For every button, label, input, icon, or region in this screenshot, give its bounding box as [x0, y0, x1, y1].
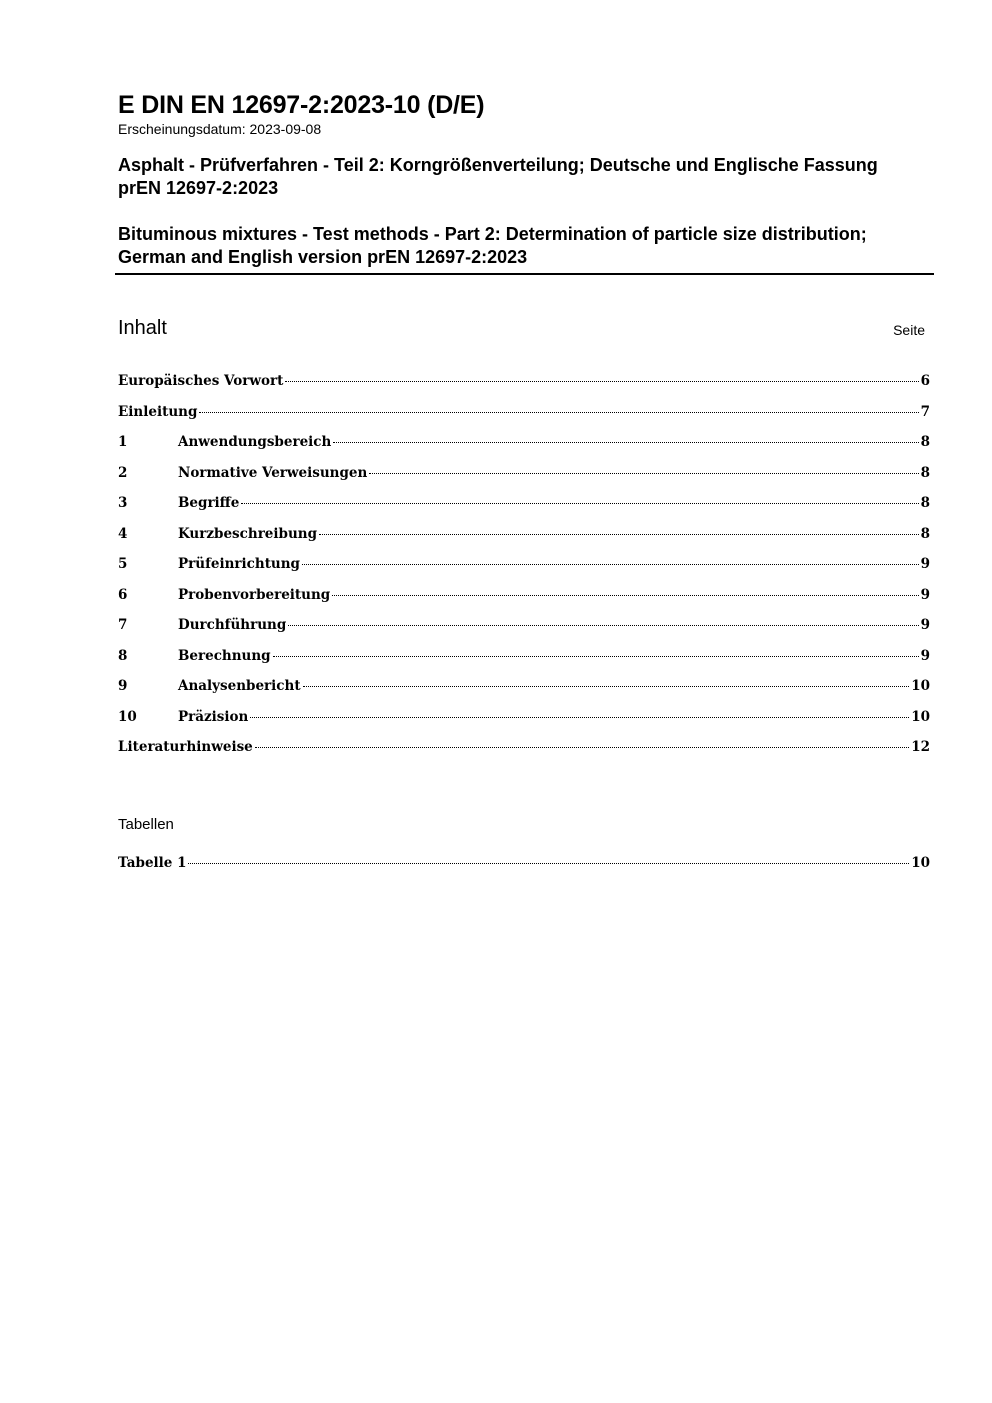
toc-entry-number: 2 — [118, 464, 128, 481]
toc-entry[interactable] — [118, 706, 930, 737]
toc-entry-title: Durchführung — [178, 617, 287, 633]
toc-entry-page: 8 — [920, 434, 930, 450]
toc-entry-page: 10 — [911, 708, 930, 725]
toc-entry-number: 1 — [118, 434, 128, 450]
toc-heading: Inhalt — [118, 317, 167, 339]
toc-entry[interactable] — [118, 852, 930, 883]
toc-entry-number: 8 — [118, 647, 128, 664]
dot-leader — [188, 863, 909, 864]
tables-heading: Tabellen — [118, 816, 174, 833]
document-header — [118, 90, 934, 269]
toc-entry-page: 7 — [920, 403, 930, 420]
toc-entry-page: 9 — [920, 556, 930, 572]
toc-entry-page: 8 — [920, 495, 930, 511]
toc-entry-page: 8 — [920, 464, 930, 481]
toc-entry[interactable] — [118, 492, 930, 523]
dot-leader — [319, 534, 919, 535]
publication-date: Erscheinungsdatum: 2023-09-08 — [118, 121, 322, 137]
toc-entry-page: 8 — [920, 525, 930, 542]
dot-leader — [255, 747, 909, 748]
toc-entry-title: Einleitung — [118, 403, 198, 420]
toc-entry[interactable] — [118, 462, 930, 493]
toc-entry-number: 4 — [118, 525, 128, 542]
toc-entry-title: Tabelle 1 — [118, 855, 187, 871]
toc-entry-page: 9 — [920, 617, 930, 633]
dot-leader — [250, 717, 909, 718]
dot-leader — [303, 686, 910, 687]
toc-entry-title: Prüfeinrichtung — [178, 556, 301, 572]
toc-entry-title: Literaturhinweise — [118, 739, 253, 755]
dot-leader — [285, 381, 918, 382]
toc-entry-number: 7 — [118, 617, 128, 633]
toc-entry[interactable] — [118, 584, 930, 615]
dot-leader — [273, 656, 919, 657]
toc-entry-page: 9 — [920, 647, 930, 664]
toc-entry-title: Präzision — [178, 708, 249, 725]
toc-entry-page: 6 — [920, 373, 930, 389]
toc-entry-title: Anwendungsbereich — [178, 434, 332, 450]
toc-entry[interactable] — [118, 553, 930, 584]
toc-entry[interactable] — [118, 523, 930, 554]
document-id: E DIN EN 12697-2:2023-10 (D/E) — [118, 91, 485, 119]
page-column-label: Seite — [893, 322, 925, 338]
tables-list — [118, 852, 930, 883]
toc-entry[interactable] — [118, 401, 930, 432]
toc-entry-number: 5 — [118, 556, 128, 572]
toc-entry[interactable] — [118, 645, 930, 676]
title-english: Bituminous mixtures - Test methods - Part 2: Determination of particle size distribution; German and English version prEN 12697-2:2023 — [118, 224, 867, 267]
toc-entry[interactable] — [118, 614, 930, 645]
toc-entry-title: Berechnung — [178, 647, 271, 664]
dot-leader — [288, 625, 918, 626]
toc-entry-title: Europäisches Vorwort — [118, 373, 284, 389]
dot-leader — [199, 412, 918, 413]
toc-entry-title: Analysenbericht — [178, 678, 301, 694]
toc-entry-page: 12 — [911, 739, 930, 755]
header-divider — [115, 273, 934, 275]
toc-entry[interactable] — [118, 736, 930, 767]
dot-leader — [333, 442, 918, 443]
toc-entry[interactable] — [118, 431, 930, 462]
dot-leader — [332, 595, 918, 596]
toc-entry-title: Begriffe — [178, 495, 240, 511]
dot-leader — [369, 473, 918, 474]
toc-entry-number: 10 — [118, 708, 137, 725]
toc-entry-page: 10 — [911, 678, 930, 694]
toc-entry[interactable] — [118, 675, 930, 706]
toc-entry-title: Normative Verweisungen — [178, 464, 368, 481]
dot-leader — [241, 503, 918, 504]
toc-entry-number: 3 — [118, 495, 128, 511]
toc-entry-number: 9 — [118, 678, 128, 694]
title-german: Asphalt - Prüfverfahren - Teil 2: Korngrößenverteilung; Deutsche und Englische Fassung prEN 12697-2:2023 — [118, 155, 878, 198]
toc-entry[interactable] — [118, 370, 930, 401]
toc-entry-number: 6 — [118, 586, 128, 603]
toc-list — [118, 370, 930, 767]
toc-entry-page: 10 — [911, 855, 930, 871]
toc-entry-title: Probenvorbereitung — [178, 586, 331, 603]
toc-entry-page: 9 — [920, 586, 930, 603]
dot-leader — [302, 564, 919, 565]
toc-entry-title: Kurzbeschreibung — [178, 525, 318, 542]
